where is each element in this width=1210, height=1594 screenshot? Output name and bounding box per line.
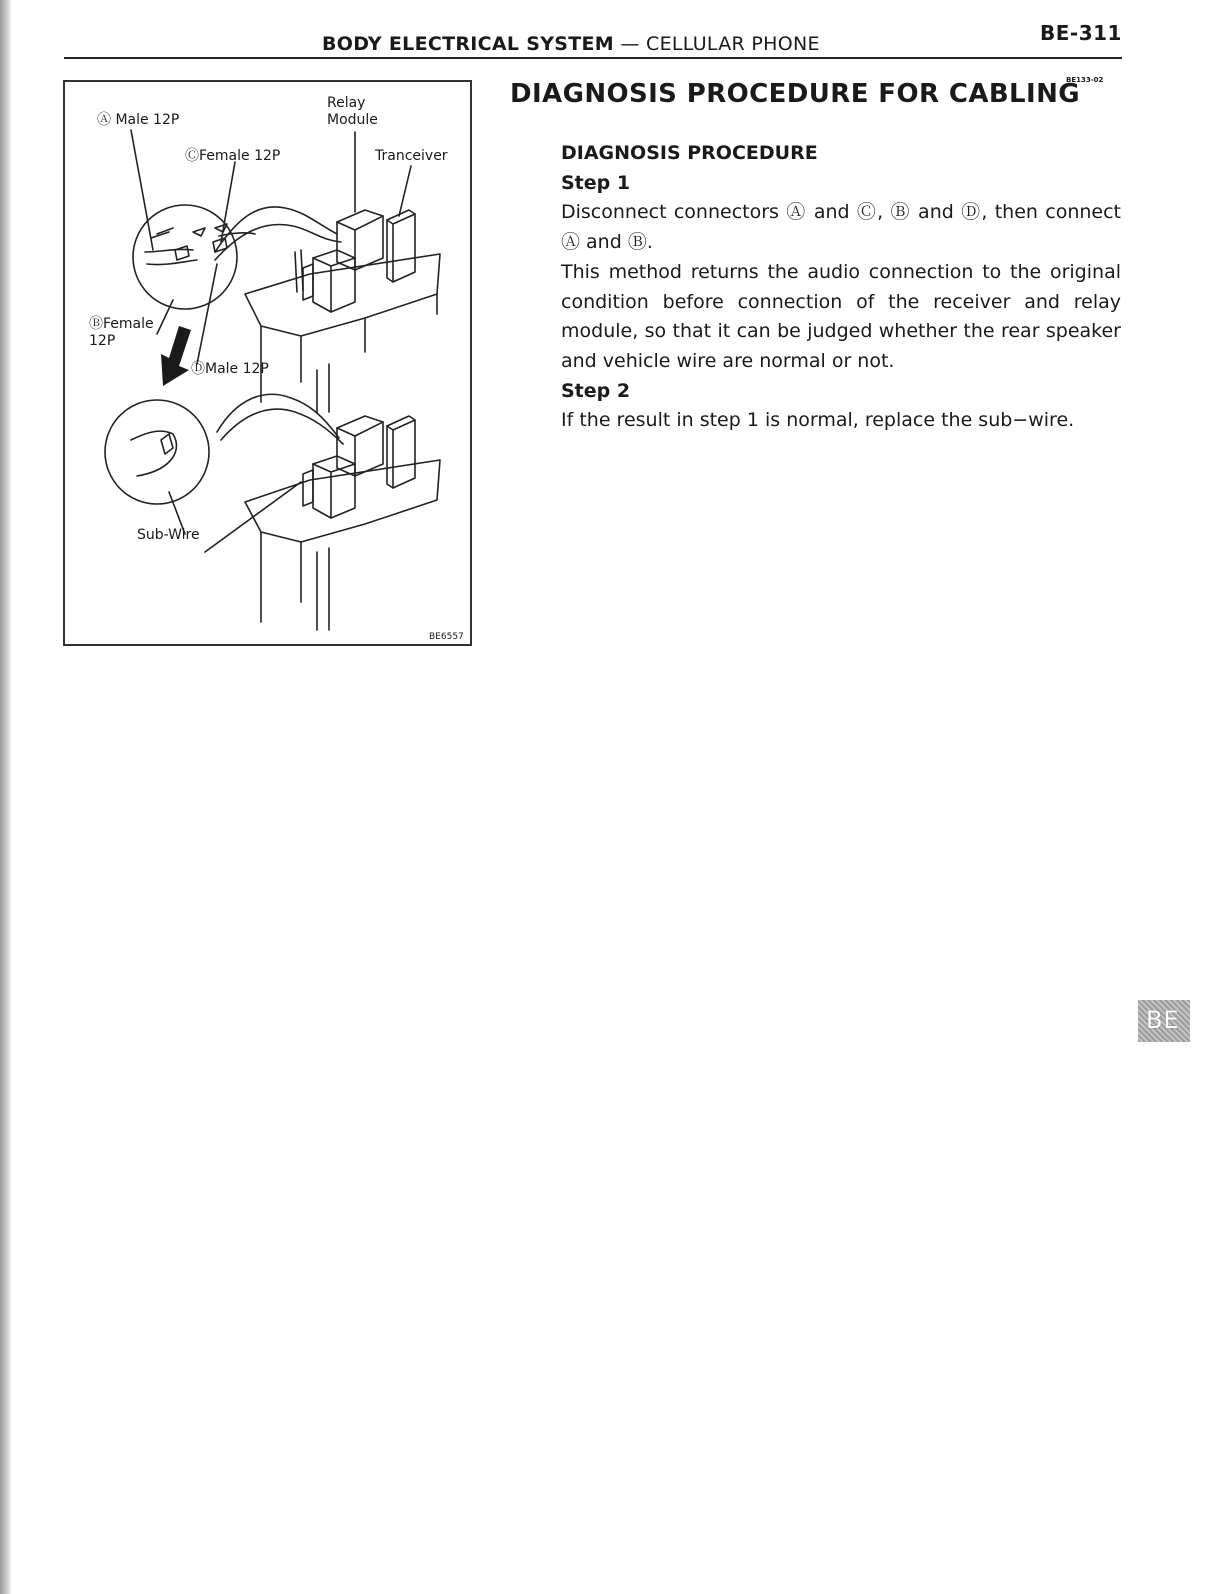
step2-text: If the result in step 1 is normal, replace the sub−wire.	[561, 409, 1075, 432]
procedure-heading: DIAGNOSIS PROCEDURE	[561, 142, 818, 164]
section-tab-label: BE	[1146, 1006, 1180, 1034]
label-tranceiver: Tranceiver	[375, 148, 448, 164]
procedure-content	[561, 139, 1121, 436]
page-title: DIAGNOSIS PROCEDURE FOR CABLING	[510, 79, 1081, 109]
page-number: BE-311	[1040, 21, 1122, 45]
section-code: BE133-02	[1066, 76, 1104, 84]
header-subsection: CELLULAR PHONE	[646, 33, 820, 55]
figure-id: BE6557	[429, 632, 464, 642]
label-female-b: ⒷFemale 12P	[89, 316, 154, 349]
upper-bracket	[245, 254, 440, 336]
header-rule	[64, 57, 1122, 59]
header-section: BODY ELECTRICAL SYSTEM	[322, 33, 615, 55]
cabling-figure	[63, 80, 472, 646]
step1-text: Disconnect connectors Ⓐ and Ⓒ, Ⓑ and Ⓓ, then connect Ⓐ and Ⓑ.	[561, 201, 1121, 254]
label-relay-module: Relay Module	[327, 95, 378, 128]
label-sub-wire: Sub-Wire	[137, 527, 200, 543]
step2-label: Step 2	[561, 379, 631, 402]
header-dash: —	[620, 33, 646, 55]
label-male-d: ⒹMale 12P	[191, 361, 269, 377]
running-header	[322, 33, 820, 55]
step1-label: Step 1	[561, 171, 631, 194]
label-male-a: Ⓐ Male 12P	[97, 112, 180, 128]
sub-wire-circle	[105, 400, 209, 504]
section-tab-be	[1138, 1000, 1190, 1042]
page-binding-shadow	[0, 0, 12, 1594]
step1-note: This method returns the audio connection to the original condition before connection of the receiver and relay module, so that it can be judged whether the rear speaker and vehicle wire are normal or not.	[561, 260, 1121, 372]
label-female-c: ⒸFemale 12P	[185, 148, 281, 164]
